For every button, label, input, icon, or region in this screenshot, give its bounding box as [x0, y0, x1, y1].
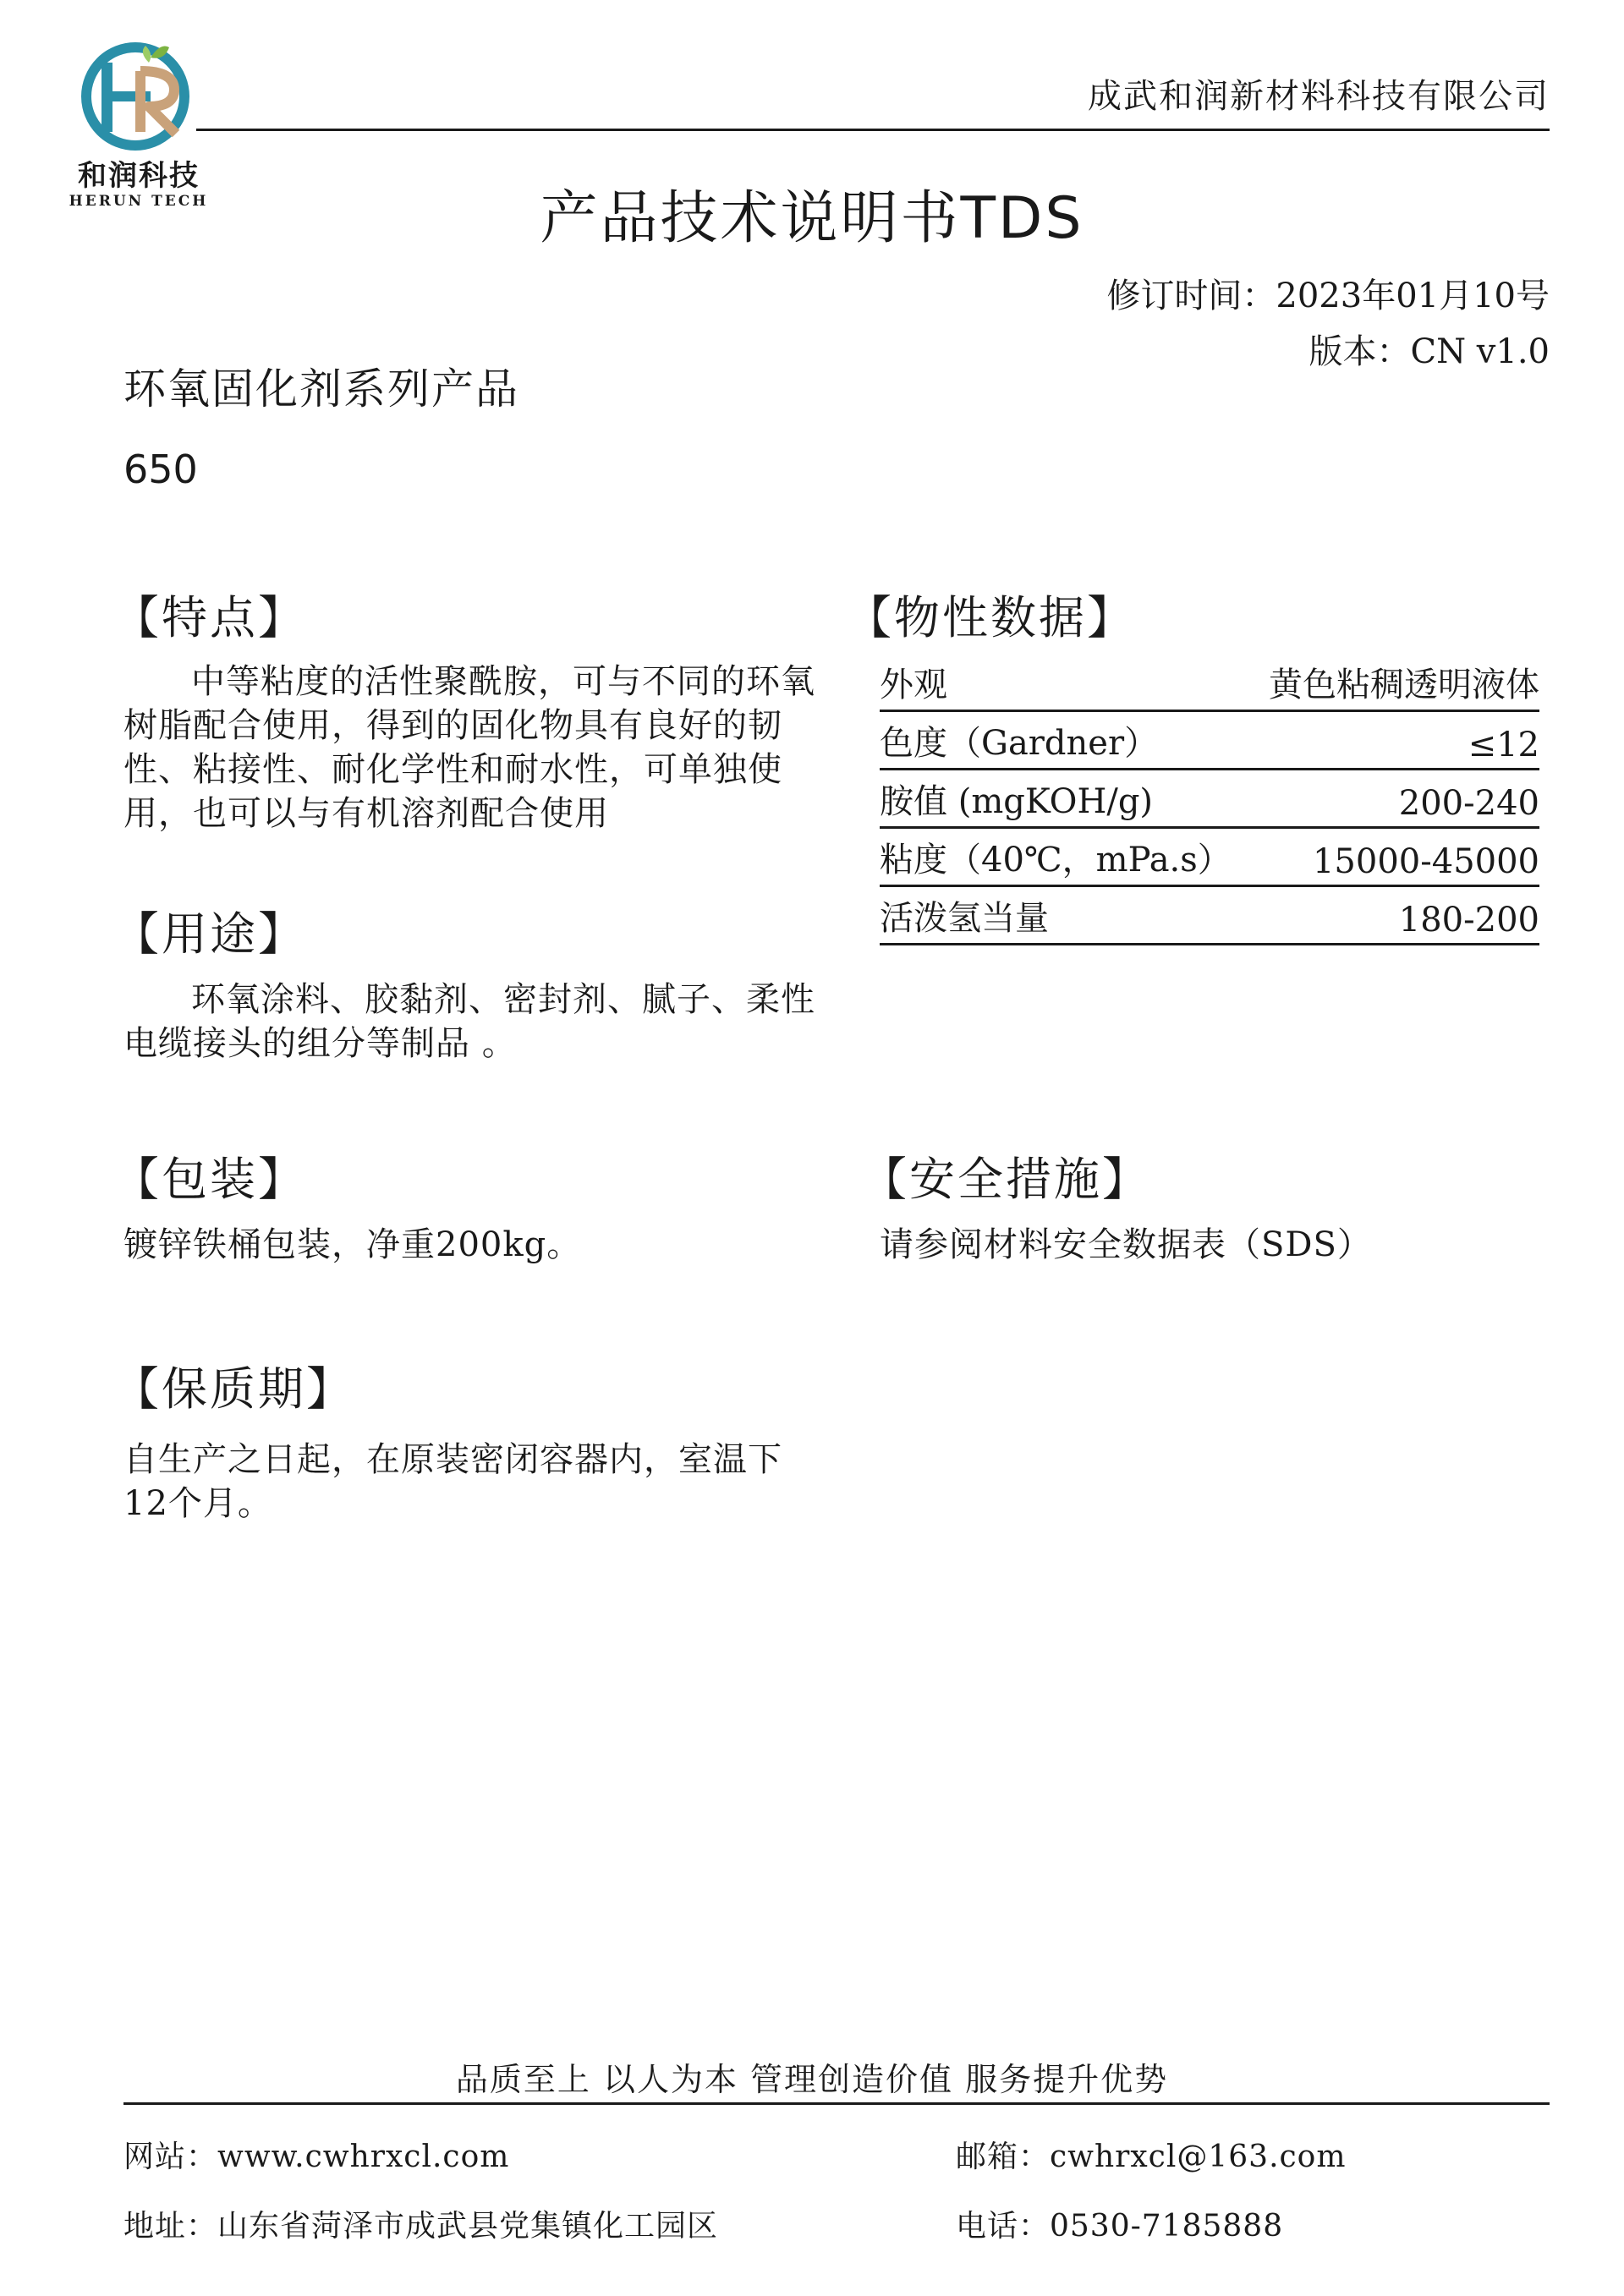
footer-address: 地址：山东省菏泽市成武县党集镇化工园区	[123, 2209, 719, 2244]
header-divider	[196, 129, 1550, 131]
footer-email: 邮箱：cwhrxcl@163.com	[956, 2140, 1347, 2174]
product-model: 650	[123, 447, 198, 492]
safety-text: 请参阅材料安全数据表（SDS）	[880, 1225, 1372, 1264]
property-label: 粘度（40℃，mPa.s）	[880, 841, 1232, 879]
property-row	[880, 716, 1539, 770]
property-row	[880, 775, 1539, 829]
footer-website: 网站：www.cwhrxcl.com	[123, 2140, 510, 2174]
property-value: 15000-45000	[1312, 842, 1539, 881]
property-value: ≤12	[1468, 726, 1539, 764]
safety-heading: 【安全措施】	[861, 1153, 1150, 1206]
packaging-text: 镀锌铁桶包装，净重200kg。	[123, 1225, 582, 1264]
packaging-heading: 【包装】	[113, 1153, 306, 1206]
logo-chinese-name: 和润科技	[78, 159, 200, 193]
document-title: 产品技术说明书TDS	[540, 185, 1084, 252]
shelf-life-text: 自生产之日起，在原装密闭容器内，室温下12个月。	[123, 1440, 782, 1523]
shelf-life-heading: 【保质期】	[113, 1362, 354, 1416]
properties-heading: 【物性数据】	[846, 591, 1135, 644]
company-name: 成武和润新材料科技有限公司	[1088, 77, 1550, 116]
property-label: 色度（Gardner）	[880, 724, 1159, 763]
product-series: 环氧固化剂系列产品	[123, 364, 519, 414]
property-row	[880, 833, 1539, 887]
properties-table	[880, 658, 1539, 945]
footer-phone: 电话：0530-7185888	[956, 2209, 1284, 2244]
footer-divider	[123, 2102, 1550, 2105]
logo-english-name: HERUN TECH	[69, 193, 209, 210]
features-text: 中等粘度的活性聚酰胺，可与不同的环氧树脂配合使用，得到的固化物具有良好的韧性、粘接性、耐化学性和耐水性，可单独使用，也可以与有机溶剂配合使用	[123, 662, 815, 833]
property-value: 180-200	[1398, 901, 1539, 940]
features-heading: 【特点】	[113, 591, 306, 644]
uses-text: 环氧涂料、胶黏剂、密封剂、腻子、柔性电缆接头的组分等制品 。	[123, 980, 815, 1063]
footer-slogan: 品质至上 以人为本 管理创造价值 服务提升优势	[455, 2061, 1169, 2098]
uses-heading: 【用途】	[113, 907, 306, 961]
property-label: 活泼氢当量	[880, 899, 1049, 938]
property-value: 黄色粘稠透明液体	[1269, 666, 1539, 704]
property-row	[880, 658, 1539, 712]
property-value: 200-240	[1398, 784, 1539, 823]
version-label: 版本：CN v1.0	[1309, 332, 1550, 371]
property-label: 胺值 (mgKOH/g)	[880, 782, 1154, 821]
revision-date: 修订时间：2023年01月10号	[1106, 277, 1550, 315]
property-row	[880, 891, 1539, 945]
property-label: 外观	[880, 666, 947, 704]
